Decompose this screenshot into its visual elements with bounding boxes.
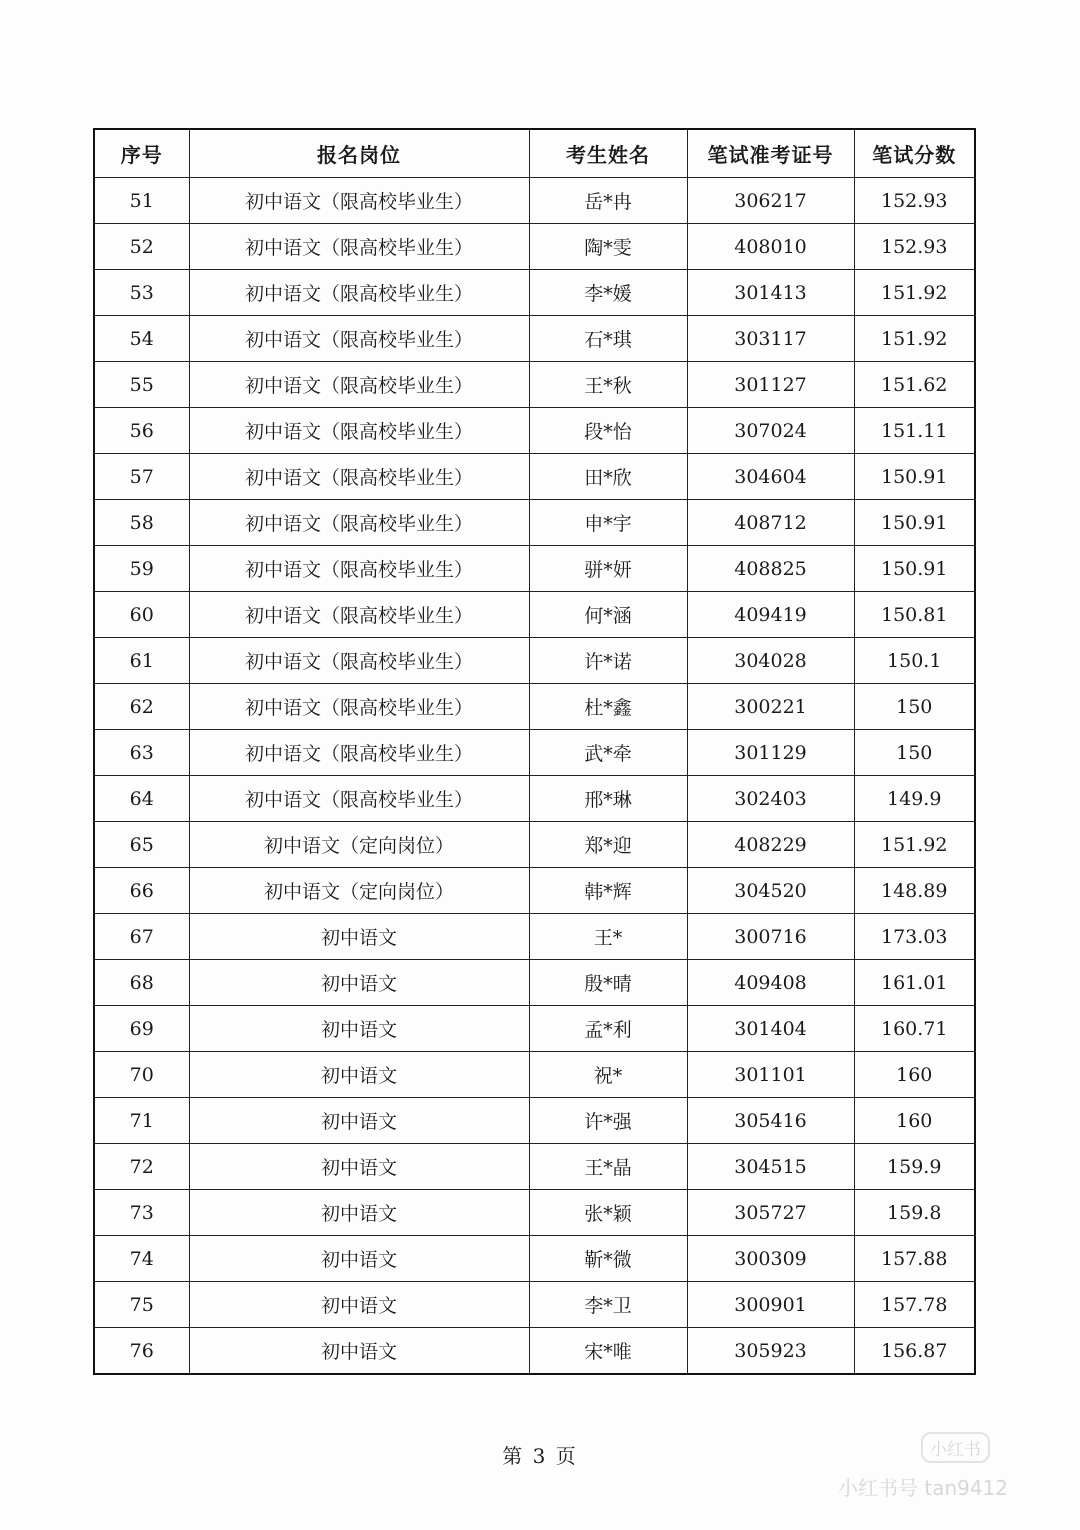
table-row xyxy=(94,1144,975,1190)
cell-exam-score: 150.91 xyxy=(854,454,975,500)
cell-candidate-name: 张*颖 xyxy=(529,1190,687,1236)
cell-candidate-name: 郑*迎 xyxy=(529,822,687,868)
cell-candidate-name: 孟*利 xyxy=(529,1006,687,1052)
cell-exam-ticket-number: 301129 xyxy=(687,730,854,776)
cell-exam-score: 157.78 xyxy=(854,1282,975,1328)
cell-position: 初中语文（限高校毕业生） xyxy=(189,638,529,684)
cell-exam-ticket-number: 301404 xyxy=(687,1006,854,1052)
cell-exam-ticket-number: 305727 xyxy=(687,1190,854,1236)
cell-serial-number: 74 xyxy=(94,1236,189,1282)
cell-position: 初中语文 xyxy=(189,1006,529,1052)
cell-candidate-name: 石*琪 xyxy=(529,316,687,362)
cell-candidate-name: 岳*冉 xyxy=(529,178,687,224)
table-row xyxy=(94,822,975,868)
cell-serial-number: 64 xyxy=(94,776,189,822)
cell-position: 初中语文（定向岗位） xyxy=(189,868,529,914)
cell-serial-number: 75 xyxy=(94,1282,189,1328)
cell-serial-number: 58 xyxy=(94,500,189,546)
cell-position: 初中语文 xyxy=(189,1052,529,1098)
cell-serial-number: 63 xyxy=(94,730,189,776)
cell-candidate-name: 靳*微 xyxy=(529,1236,687,1282)
cell-exam-score: 173.03 xyxy=(854,914,975,960)
header-exam-ticket-number: 笔试准考证号 xyxy=(687,129,854,178)
cell-serial-number: 68 xyxy=(94,960,189,1006)
cell-exam-score: 152.93 xyxy=(854,224,975,270)
table-header-row xyxy=(94,129,975,178)
table-row xyxy=(94,1282,975,1328)
cell-position: 初中语文 xyxy=(189,1190,529,1236)
header-candidate-name: 考生姓名 xyxy=(529,129,687,178)
cell-serial-number: 59 xyxy=(94,546,189,592)
cell-candidate-name: 邢*琳 xyxy=(529,776,687,822)
cell-serial-number: 56 xyxy=(94,408,189,454)
cell-exam-score: 160 xyxy=(854,1052,975,1098)
table-row xyxy=(94,1328,975,1375)
cell-exam-ticket-number: 300309 xyxy=(687,1236,854,1282)
cell-candidate-name: 段*怡 xyxy=(529,408,687,454)
cell-exam-score: 151.62 xyxy=(854,362,975,408)
cell-exam-ticket-number: 301413 xyxy=(687,270,854,316)
cell-candidate-name: 田*欣 xyxy=(529,454,687,500)
header-exam-score: 笔试分数 xyxy=(854,129,975,178)
cell-candidate-name: 武*牵 xyxy=(529,730,687,776)
watermark xyxy=(838,1432,1038,1502)
table-row xyxy=(94,270,975,316)
cell-position: 初中语文（限高校毕业生） xyxy=(189,224,529,270)
page-number: 第 3 页 xyxy=(502,1444,578,1468)
cell-position: 初中语文（限高校毕业生） xyxy=(189,178,529,224)
cell-candidate-name: 杜*鑫 xyxy=(529,684,687,730)
cell-position: 初中语文 xyxy=(189,960,529,1006)
cell-exam-score: 159.9 xyxy=(854,1144,975,1190)
cell-position: 初中语文（限高校毕业生） xyxy=(189,454,529,500)
cell-candidate-name: 韩*辉 xyxy=(529,868,687,914)
table-row xyxy=(94,224,975,270)
cell-exam-ticket-number: 300901 xyxy=(687,1282,854,1328)
cell-serial-number: 57 xyxy=(94,454,189,500)
cell-exam-score: 149.9 xyxy=(854,776,975,822)
cell-serial-number: 69 xyxy=(94,1006,189,1052)
table-body xyxy=(94,178,975,1375)
table-row xyxy=(94,316,975,362)
cell-candidate-name: 殷*晴 xyxy=(529,960,687,1006)
cell-exam-score: 160 xyxy=(854,1098,975,1144)
cell-exam-score: 161.01 xyxy=(854,960,975,1006)
cell-serial-number: 67 xyxy=(94,914,189,960)
cell-exam-ticket-number: 409408 xyxy=(687,960,854,1006)
header-position: 报名岗位 xyxy=(189,129,529,178)
cell-exam-ticket-number: 307024 xyxy=(687,408,854,454)
cell-exam-ticket-number: 303117 xyxy=(687,316,854,362)
header-serial-number: 序号 xyxy=(94,129,189,178)
results-table xyxy=(93,128,976,1375)
table-row xyxy=(94,684,975,730)
cell-serial-number: 71 xyxy=(94,1098,189,1144)
cell-exam-ticket-number: 304520 xyxy=(687,868,854,914)
cell-position: 初中语文 xyxy=(189,1328,529,1375)
table-row xyxy=(94,868,975,914)
cell-position: 初中语文（限高校毕业生） xyxy=(189,776,529,822)
table-row xyxy=(94,500,975,546)
cell-serial-number: 70 xyxy=(94,1052,189,1098)
cell-position: 初中语文（限高校毕业生） xyxy=(189,408,529,454)
cell-position: 初中语文 xyxy=(189,914,529,960)
table-row xyxy=(94,454,975,500)
table-row xyxy=(94,592,975,638)
cell-position: 初中语文（限高校毕业生） xyxy=(189,592,529,638)
cell-exam-score: 151.11 xyxy=(854,408,975,454)
table-row xyxy=(94,408,975,454)
watermark-logo: 小红书 xyxy=(921,1432,990,1463)
cell-exam-score: 150.81 xyxy=(854,592,975,638)
cell-position: 初中语文（限高校毕业生） xyxy=(189,270,529,316)
cell-position: 初中语文（限高校毕业生） xyxy=(189,500,529,546)
cell-serial-number: 62 xyxy=(94,684,189,730)
cell-exam-score: 157.88 xyxy=(854,1236,975,1282)
table-row xyxy=(94,960,975,1006)
cell-exam-ticket-number: 305416 xyxy=(687,1098,854,1144)
watermark-text: 小红书号 tan9412 xyxy=(838,1476,1009,1500)
cell-candidate-name: 宋*唯 xyxy=(529,1328,687,1375)
table-row xyxy=(94,1052,975,1098)
cell-candidate-name: 王* xyxy=(529,914,687,960)
cell-serial-number: 61 xyxy=(94,638,189,684)
cell-exam-score: 150.91 xyxy=(854,546,975,592)
table-row xyxy=(94,362,975,408)
cell-candidate-name: 李*卫 xyxy=(529,1282,687,1328)
cell-position: 初中语文 xyxy=(189,1282,529,1328)
cell-exam-ticket-number: 304515 xyxy=(687,1144,854,1190)
cell-exam-score: 159.8 xyxy=(854,1190,975,1236)
cell-serial-number: 65 xyxy=(94,822,189,868)
cell-serial-number: 54 xyxy=(94,316,189,362)
table-row xyxy=(94,1190,975,1236)
cell-position: 初中语文 xyxy=(189,1144,529,1190)
cell-serial-number: 60 xyxy=(94,592,189,638)
cell-position: 初中语文 xyxy=(189,1236,529,1282)
cell-serial-number: 66 xyxy=(94,868,189,914)
cell-exam-score: 148.89 xyxy=(854,868,975,914)
cell-position: 初中语文（限高校毕业生） xyxy=(189,316,529,362)
cell-position: 初中语文（限高校毕业生） xyxy=(189,546,529,592)
cell-position: 初中语文（限高校毕业生） xyxy=(189,362,529,408)
cell-exam-ticket-number: 408229 xyxy=(687,822,854,868)
cell-serial-number: 53 xyxy=(94,270,189,316)
table-row xyxy=(94,1006,975,1052)
cell-candidate-name: 许*诺 xyxy=(529,638,687,684)
cell-position: 初中语文（限高校毕业生） xyxy=(189,730,529,776)
cell-exam-ticket-number: 301127 xyxy=(687,362,854,408)
cell-exam-score: 151.92 xyxy=(854,316,975,362)
cell-position: 初中语文（定向岗位） xyxy=(189,822,529,868)
cell-exam-ticket-number: 304604 xyxy=(687,454,854,500)
table-row xyxy=(94,546,975,592)
cell-candidate-name: 陶*雯 xyxy=(529,224,687,270)
cell-serial-number: 55 xyxy=(94,362,189,408)
cell-serial-number: 72 xyxy=(94,1144,189,1190)
cell-candidate-name: 许*强 xyxy=(529,1098,687,1144)
cell-position: 初中语文 xyxy=(189,1098,529,1144)
cell-serial-number: 76 xyxy=(94,1328,189,1375)
cell-exam-ticket-number: 302403 xyxy=(687,776,854,822)
cell-exam-ticket-number: 305923 xyxy=(687,1328,854,1375)
cell-exam-score: 156.87 xyxy=(854,1328,975,1375)
cell-exam-score: 150 xyxy=(854,684,975,730)
cell-serial-number: 51 xyxy=(94,178,189,224)
cell-exam-ticket-number: 300716 xyxy=(687,914,854,960)
table-row xyxy=(94,914,975,960)
table-row xyxy=(94,776,975,822)
table-row xyxy=(94,178,975,224)
cell-exam-ticket-number: 306217 xyxy=(687,178,854,224)
cell-exam-score: 160.71 xyxy=(854,1006,975,1052)
cell-serial-number: 52 xyxy=(94,224,189,270)
table-row xyxy=(94,730,975,776)
cell-exam-ticket-number: 409419 xyxy=(687,592,854,638)
cell-candidate-name: 何*涵 xyxy=(529,592,687,638)
cell-exam-ticket-number: 300221 xyxy=(687,684,854,730)
cell-candidate-name: 王*秋 xyxy=(529,362,687,408)
cell-candidate-name: 骈*妍 xyxy=(529,546,687,592)
cell-candidate-name: 祝* xyxy=(529,1052,687,1098)
cell-exam-ticket-number: 304028 xyxy=(687,638,854,684)
table-row xyxy=(94,1098,975,1144)
cell-exam-score: 150.91 xyxy=(854,500,975,546)
cell-exam-score: 150 xyxy=(854,730,975,776)
cell-exam-ticket-number: 408010 xyxy=(687,224,854,270)
cell-exam-score: 151.92 xyxy=(854,822,975,868)
cell-candidate-name: 王*晶 xyxy=(529,1144,687,1190)
cell-exam-ticket-number: 301101 xyxy=(687,1052,854,1098)
cell-position: 初中语文（限高校毕业生） xyxy=(189,684,529,730)
cell-serial-number: 73 xyxy=(94,1190,189,1236)
cell-exam-ticket-number: 408825 xyxy=(687,546,854,592)
table-row xyxy=(94,638,975,684)
table-row xyxy=(94,1236,975,1282)
cell-exam-score: 151.92 xyxy=(854,270,975,316)
cell-exam-score: 150.1 xyxy=(854,638,975,684)
cell-candidate-name: 申*宇 xyxy=(529,500,687,546)
cell-exam-score: 152.93 xyxy=(854,178,975,224)
cell-exam-ticket-number: 408712 xyxy=(687,500,854,546)
cell-candidate-name: 李*媛 xyxy=(529,270,687,316)
